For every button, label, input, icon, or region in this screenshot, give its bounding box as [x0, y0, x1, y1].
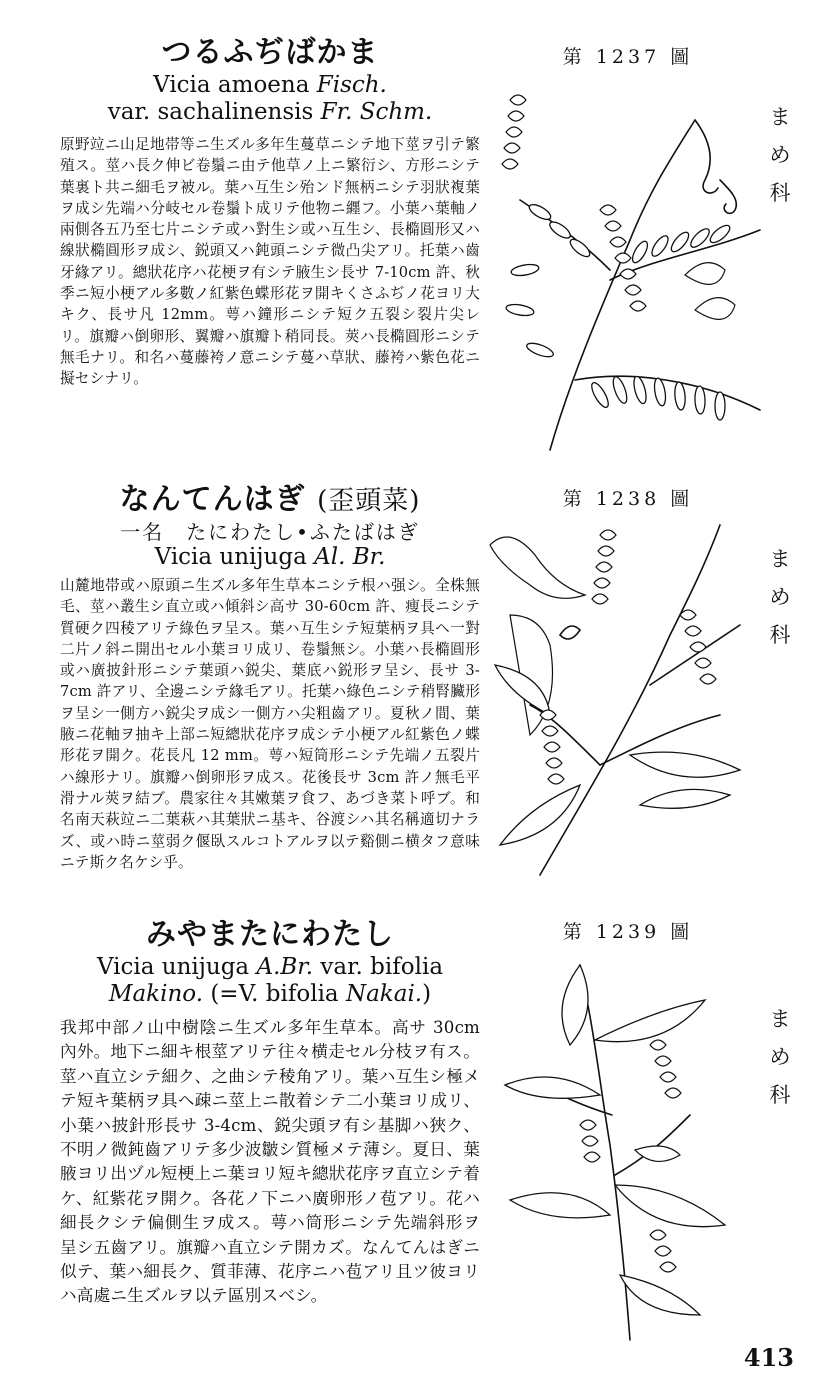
figure-label-1238: 第 1238 圖 [562, 488, 694, 510]
family-char: 科 [769, 1083, 791, 1107]
latin-species: Vicia unijuga [96, 954, 257, 980]
latin-author: A.Br. [256, 954, 314, 980]
family-char: 科 [769, 181, 791, 205]
family-label-1237 [766, 98, 794, 212]
family-char: め [769, 1045, 791, 1069]
family-char: め [769, 143, 791, 167]
family-label-1239 [766, 1000, 794, 1114]
entry-1238-description: 山麓地帯或ハ原頭ニ生ズル多年生草本ニシテ根ハ强シ。全株無毛、莖ハ叢生シ直立或ハ傾斜シ高サ 30-60cm 許、痩長ニシテ質硬ク四稜アリテ綠色ヲ呈ス。葉ハ互生シテ短葉柄ヲ具ヘ一對二片ノ斜ニ開出セル小葉ヨリ成リ、卷鬚無シ。小葉ハ長橢圓形或ハ廣披針形ニシテ葉頭ハ鋭尖、葉底ハ鋭形ヲ呈シ、長サ 3-7cm 許アリ、全邊ニシテ緣毛アリ。托葉ハ綠色ニシテ稍腎臟形ヲ呈シ一側方ハ鋭尖ヲ成シ一側方ハ尖粗齒アリ。夏秋ノ間、葉腋ニ花軸ヲ抽キ上部ニ短總狀花序ヲ成シテ小梗アル紅紫色ノ蝶形花ヲ開ク。花長凡 12 mm。萼ハ短筒形ニシテ先端ノ五裂片ハ線形ナリ。旗瓣ハ倒卵形ヲ成ス。花後長サ 3cm 許ノ無毛平滑ナル莢ヲ結ブ。農家往々其嫩葉ヲ食フ、あづき菜ト呼ブ。和名南天萩竝ニ二葉萩ハ其葉狀ニ基キ、谷渡シハ其名稱適切ナラズ、或ハ時ニ莖弱ク偃臥スルコトアルヲ以テ谿側ニ横タフ意味ニテ斯ク名ケシ乎。 [60, 577, 480, 871]
figure-label-1237: 第 1237 圖 [562, 46, 694, 68]
latin-species: Vicia amoena [153, 72, 317, 98]
latin-synonym: (=V. bifolia [203, 981, 346, 1007]
entry-1238-latin-line1 [60, 544, 480, 571]
plant-illustration-1239 [500, 945, 750, 1345]
jp-name: なんてんはぎ [119, 482, 306, 517]
entry-1237-latin-line2 [60, 99, 480, 126]
latin-variety: var. sachalinensis [107, 99, 321, 125]
family-char: ま [769, 547, 791, 571]
family-char: め [769, 585, 791, 609]
family-char: ま [769, 1007, 791, 1031]
latin-author: Fr. Schm. [320, 99, 433, 125]
jp-name-kanji: (歪頭菜) [317, 486, 421, 516]
family-label-1238 [766, 540, 794, 654]
latin-synonym-close: ) [422, 981, 432, 1007]
latin-variety: var. bifolia [313, 954, 444, 980]
entry-1237-latin-line1 [60, 72, 480, 99]
family-char: 科 [769, 623, 791, 647]
page-number: 413 [743, 1343, 794, 1372]
entry-1239-latin-line2 [60, 981, 480, 1008]
latin-author: Fisch. [316, 72, 387, 98]
latin-synonym-author: Nakai. [345, 981, 423, 1007]
latin-species: Vicia unijuga [154, 544, 315, 570]
entry-1238-jp-name [60, 481, 480, 520]
entry-1238-text [60, 481, 480, 873]
entry-1239-jp-name: みやまたにわたし [146, 917, 394, 952]
family-char: ま [769, 105, 791, 129]
plant-illustration-1238 [480, 505, 770, 885]
entry-1237-text [60, 34, 480, 390]
entry-1237-jp-name: つるふぢばかま [161, 35, 379, 70]
entry-1238-alt-name: 一名 たにわたし•ふたばはぎ [120, 520, 420, 544]
plant-illustration-1237 [480, 80, 770, 460]
latin-author: Al. Br. [314, 544, 386, 570]
figure-label-1239: 第 1239 圖 [562, 921, 694, 943]
entry-1239-text [60, 916, 480, 1309]
latin-author: Makino. [108, 981, 204, 1007]
entry-1239-description: 我邦中部ノ山中樹陰ニ生ズル多年生草本。高サ 30cm 內外。地下ニ細キ根莖アリテ往々横走セル分枝ヲ有ス。莖ハ直立シテ細ク、之曲シテ稜角アリ。葉ハ互生シ極メテ短キ葉柄ヲ具ヘ疎ニ莖上ニ散着シテ二小葉ヨリ成リ、小葉ハ披針形長サ 3-4cm、鋭尖頭ヲ有シ基脚ハ狹ク、不明ノ微鈍齒アリテ多少波皺シ質極メテ薄シ。夏日、葉腋ヨリ出ヅル短梗上ニ葉ヨリ短キ總狀花序ヲ直立シテ着ケ、紅紫花ヲ開ク。各花ノ下ニハ廣卵形ノ苞アリ。花ハ細長クシテ偏側生ヲ成ス。萼ハ筒形ニシテ先端斜形ヲ呈シ五齒アリ。旗瓣ハ直立シテ開カズ。なんてんはぎニ似テ、葉ハ細長ク、質菲薄、花序ニハ苞アリ且ツ彼ヨリハ高處ニ生ズルヲ以テ區別スベシ。 [60, 1018, 480, 1306]
entry-1239-latin-line1 [60, 954, 480, 981]
entry-1237-description: 原野竝ニ山足地帯等ニ生ズル多年生蔓草ニシテ地下莖ヲ引テ繁殖ス。莖ハ長ク伸ビ卷鬚ニ由テ他草ノ上ニ繁衍シ、方形ニシテ葉裏ト共ニ細毛ヲ被ル。葉ハ互生シ殆ンド無柄ニシテ羽狀複葉ヲ成シ先端ハ分岐セル卷鬚ト成リテ他物ニ纒フ。小葉ハ葉軸ノ兩側各五乃至七片ニシテ或ハ對生シ或ハ互生シ、長橢圓形又ハ線狀橢圓形ヲ成シ、鋭頭又ハ鈍頭ニシテ微凸尖アリ。托葉ハ齒牙緣アリ。總狀花序ハ花梗ヲ有シテ腋生シ長サ 7-10cm 許、秋季ニ短小梗アル多數ノ紅紫色蝶形花ヲ開キくさふぢノ花ヨリ大キク、長サ凡 12mm。萼ハ鐘形ニシテ短ク五裂シ裂片尖レリ。旗瓣ハ倒卵形、翼瓣ハ旗瓣ト稍同長。莢ハ長橢圓形ニシテ無毛ナリ。和名ハ蔓藤袴ノ意ニシテ蔓ハ草狀、藤袴ハ紫色花ニ擬セシナリ。 [60, 136, 480, 388]
